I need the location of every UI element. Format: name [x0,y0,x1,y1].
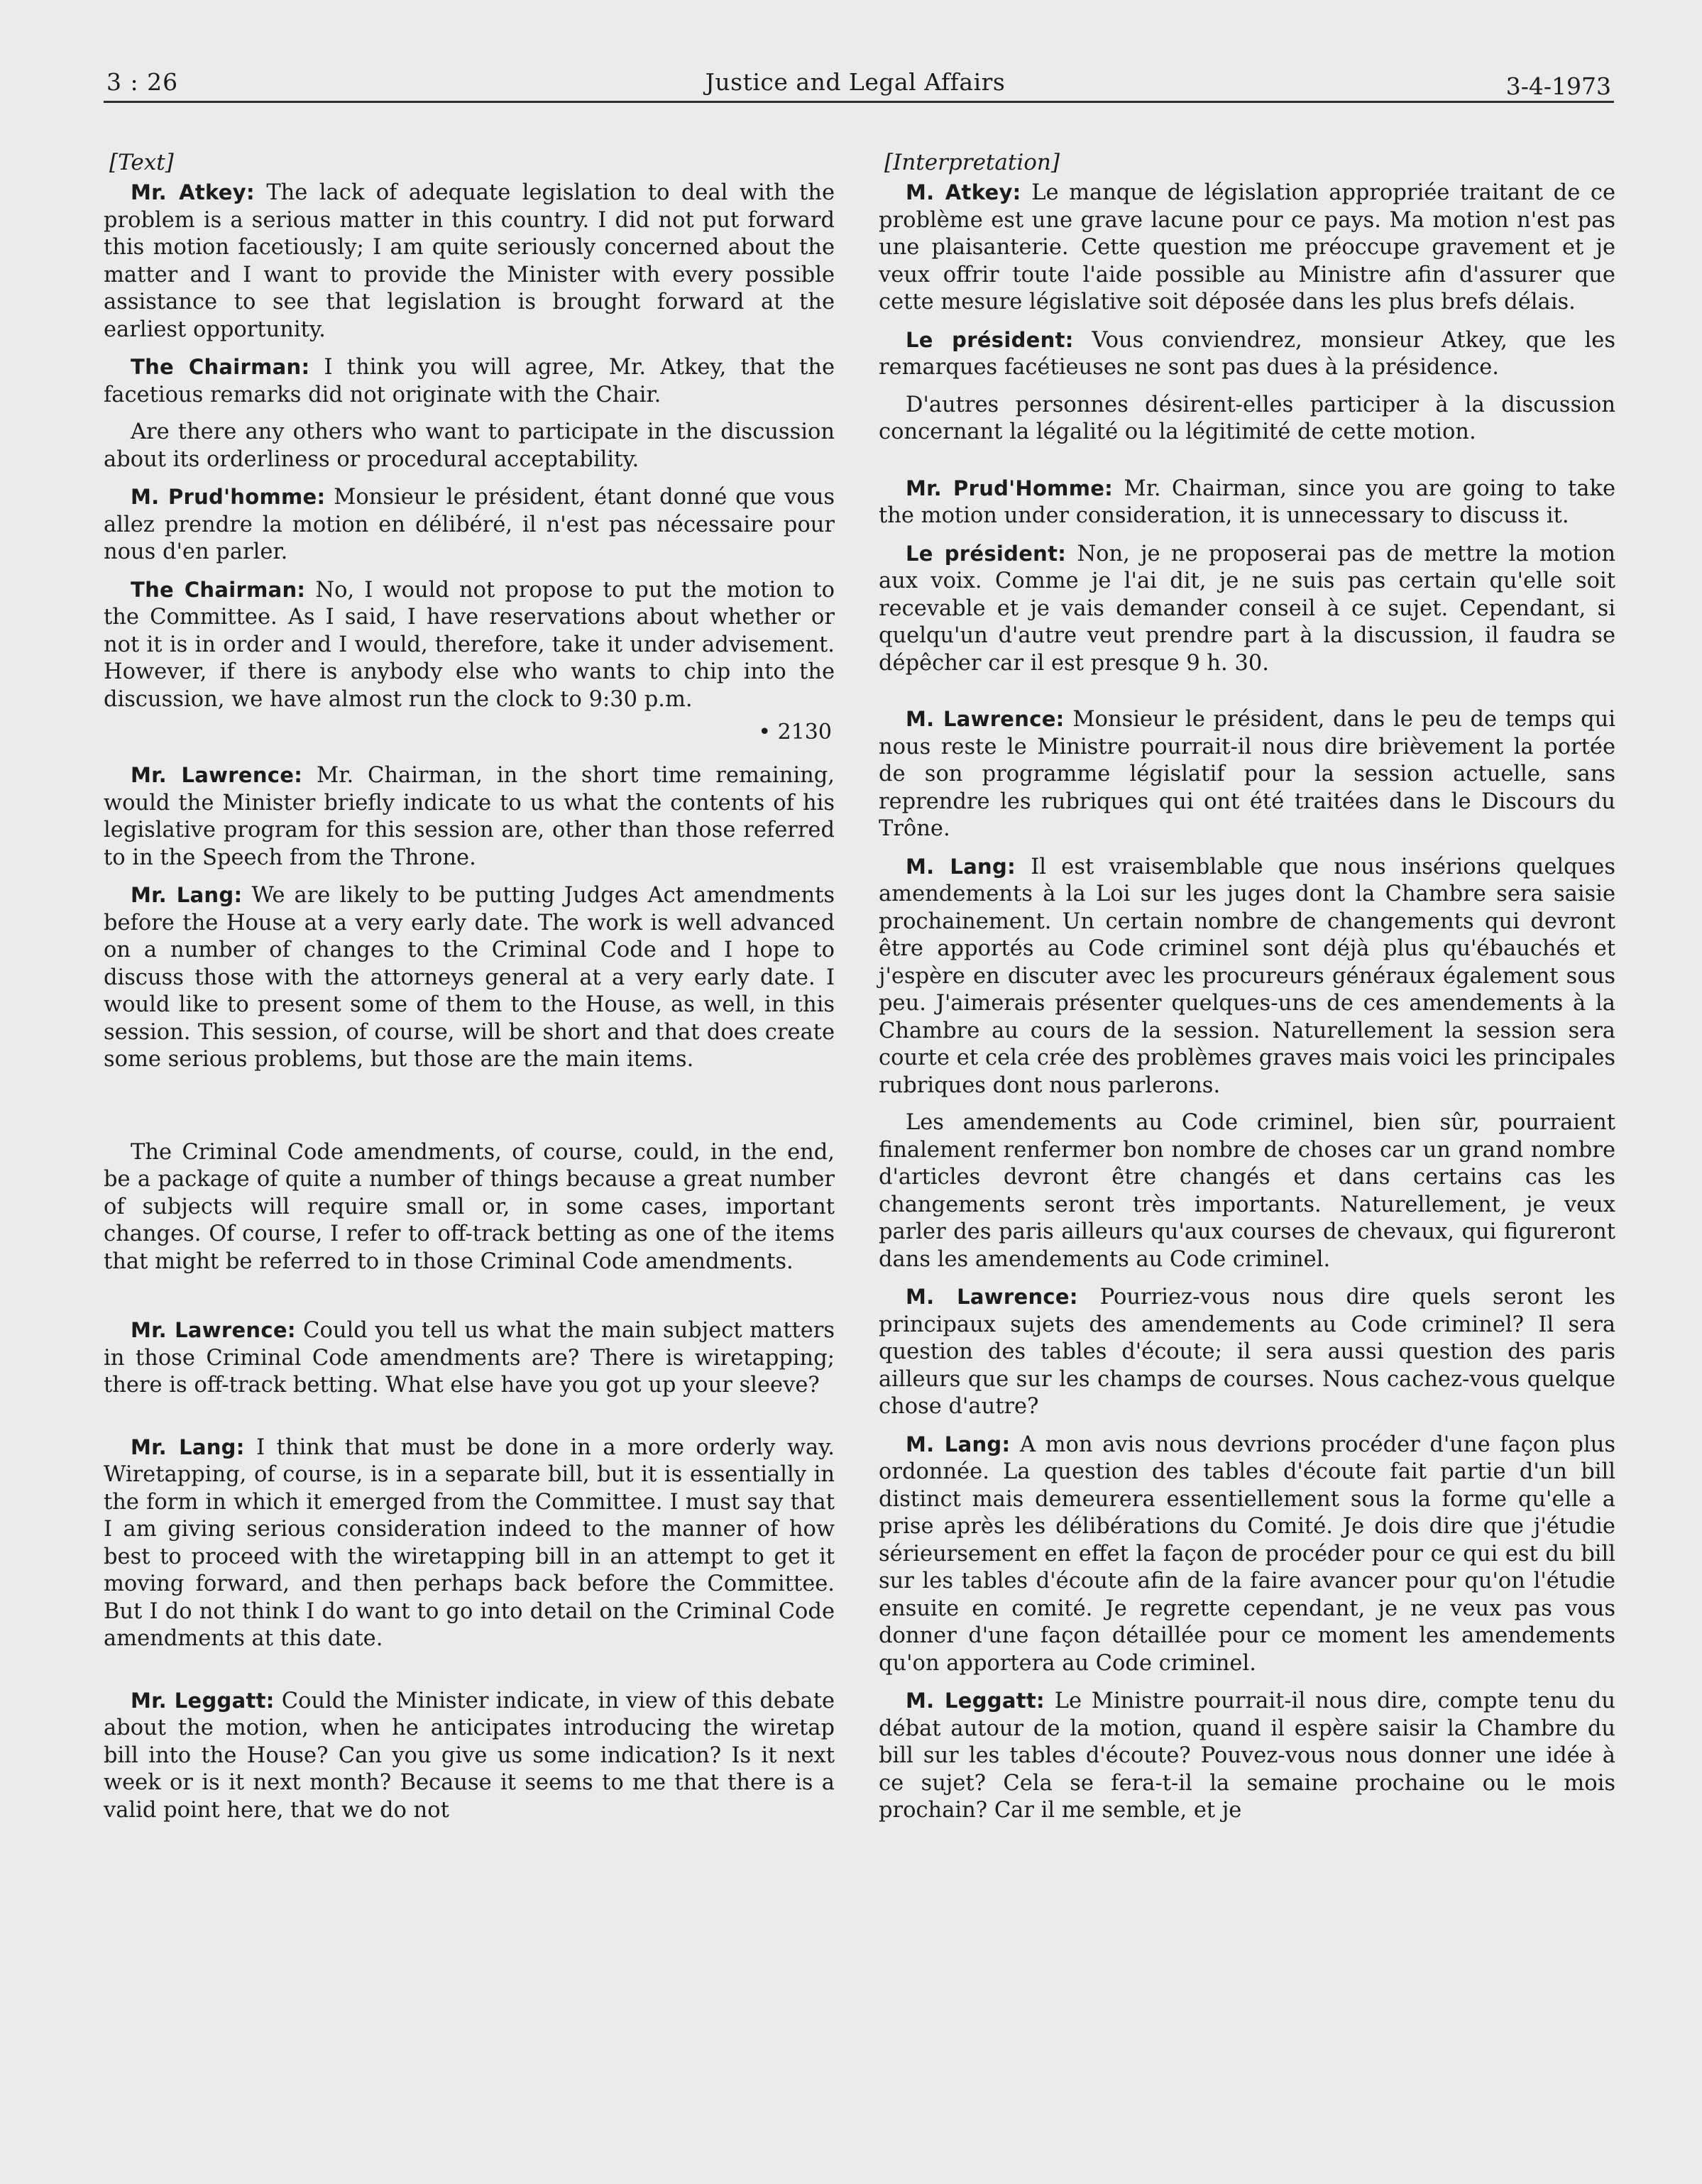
speaker-name: M. Prud'homme: [131,485,326,509]
speaker-name: M. Atkey: [906,180,1021,204]
speaker-name: Mr. Leggatt: [131,1688,275,1713]
left-para-7 [104,882,835,1074]
para-text: We are likely to be putting Judges Act amendments before the House at a very early date. The work is well advanced on a number of changes to the Criminal Code and I hope to discuss those with the attorneys general at a very early date. I would like to present some of them to the House, as well, in this session. This session, of course, will be short and that does create some serious problems, but those are the main items. [104,883,835,1072]
left-para-10 [104,1434,835,1653]
para-text: Les amendements au Code criminel, bien sûr, pourraient finalement renfermer bon nombre de choses car un grand nombre d'articles devront être changés et dans certains cas les changements seront très importants. Naturellement, je veux parler des paris ailleurs qu'aux courses de chevaux, qui figureront dans les amendements au Code criminel. [879,1110,1615,1272]
left-para-6 [104,762,835,872]
left-para-1 [104,179,835,344]
speaker-name: The Chairman: [131,355,310,379]
para-text: Pourriez-vous nous dire quels seront les principaux sujets des amendements au Code criminel? Il sera question des tables d'écoute; il sera aussi question des paris ailleurs que sur les champs de courses. Nous cachez-vous quelque chose d'autre? [879,1285,1616,1419]
left-para-8 [104,1139,835,1276]
para-text: Could you tell us what the main subject matters in those Criminal Code amendments are? There is wiretapping; there is off-track betting. What else have you got up your sleeve? [104,1318,835,1398]
page-date: 3-4-1973 [1505,72,1611,100]
speaker-name: M. Lang: [906,1432,1011,1456]
para-text: Are there any others who want to participate in the discussion about its orderliness or procedural acceptability. [104,419,835,472]
speaker-name: M. Lang: [906,854,1016,879]
speaker-name: Le président: [906,327,1074,352]
para-text: Monsieur le président, dans le peu de temps qui nous reste le Ministre pourrait-il nous dire brièvement la portée de son programme législatif pour la session actuelle, sans reprendre les rubriques qui ont été traitées dans le Discours du Trône. [879,707,1615,841]
speaker-name: Mr. Lang: [131,883,243,907]
right-para-7 [879,853,1615,1100]
speaker-name: Le président: [906,541,1067,566]
para-text: Mr. Chairman, in the short time remaining, would the Minister briefly indicate to us what the contents of his legislative program for this session are, other than those referred to in the Speech from the Throne. [104,763,835,870]
speaker-name: Mr. Atkey: [131,180,255,204]
left-para-9 [104,1317,835,1400]
right-para-6 [879,706,1615,843]
left-column-label: [Text] [109,150,174,175]
right-para-1 [879,179,1615,317]
para-text: A mon avis nous devrions procéder d'une façon plus ordonnée. La question des tables d'écoute fait partie d'un bill distinct mais demeurera essentiellement sous la forme qu'elle a prise après les délibérations du Comité. Je dois dire que j'étudie sérieursement en effet la façon de procéder pour ce qui est du bill sur les tables d'écoute afin de la faire avancer pour qu'on l'étudie ensuite en comité. Je regrette cependant, je ne veux pas vous donner d'une façon détaillée pour ce moment les amendements qu'on apportera au Code criminel. [879,1432,1616,1676]
para-text: Le manque de législation appropriée traitant de ce problème est une grave lacune pour ce pays. Ma motion n'est pas une plaisanterie. Cette question me préoccupe gravement et je veux offrir toute l'aide possible au Ministre afin d'assurer que cette mesure législative soit déposée dans les plus brefs délais. [879,180,1615,314]
right-para-4 [879,475,1615,530]
para-text: I think you will agree, Mr. Atkey, that the facetious remarks did not originate with the Chair. [104,355,835,407]
right-para-3 [879,392,1615,446]
right-para-9 [879,1283,1615,1421]
right-para-11 [879,1687,1615,1825]
para-text: The lack of adequate legislation to deal with the problem is a serious matter in this country. I did not put forward this motion facetiously; I am quite seriously concerned about the matter and I want to provide the Minister with every possible assistance to see that legislation is brought forward at the earliest opportunity. [104,180,835,342]
speaker-name: M. Lawrence: [906,707,1065,731]
left-para-4 [104,483,835,566]
para-text: D'autres personnes désirent-elles participer à la discussion concernant la légalité ou la légitimité de cette motion. [879,392,1615,444]
speaker-name: M. Leggatt: [906,1689,1045,1713]
right-para-2 [879,326,1615,382]
header-rule [104,101,1614,103]
right-para-10 [879,1431,1615,1678]
para-text: Non, je ne proposerai pas de mettre la motion aux voix. Comme je l'ai dit, je ne suis pas certain qu'elle soit recevable et je vais demander conseil à ce sujet. Cependant, si quelqu'un d'autre veut prendre part à la discussion, il faudra se dépêcher car il est presque 9 h. 30. [879,541,1615,676]
speaker-name: M. Lawrence: [906,1285,1078,1309]
speaker-name: The Chairman: [131,577,306,602]
right-para-5 [879,540,1615,678]
page-number: 3 : 26 [106,68,179,96]
para-text: Could the Minister indicate, in view of this debate about the motion, when he anticipates introducing the wiretap bill into the House? Can you give us some indication? Is it next week or is it next month? Because it seems to me that there is a valid point here, that we do not [104,1688,835,1823]
speaker-name: Mr. Lawrence: [131,763,303,787]
para-text: I think that must be done in a more orderly way. Wiretapping, of course, is in a separate bill, but it is essentially in the form in which it emerged from the Committee. I must say that I am giving serious consideration indeed to the manner of how best to proceed with the wiretapping bill in an attempt to get it moving forward, and then perhaps back before the Committee. But I do not think I do want to go into detail on the Criminal Code amendments at this date. [104,1434,835,1651]
time-marker: • 2130 [758,720,832,745]
para-text: Le Ministre pourrait-il nous dire, compte tenu du débat autour de la motion, quand il espère saisir la Chambre du bill sur les tables d'écoute? Pouvez-vous nous donner une idée à ce sujet? Cela se fera-t-il la semaine prochaine ou le mois prochain? Car il me semble, et je [879,1689,1615,1823]
page-title: Justice and Legal Affairs [705,68,1006,96]
para-text: The Criminal Code amendments, of course, could, in the end, be a package of quite a number of things because a great number of subjects will require small or, in some cases, important changes. Of course, I refer to off-track betting as one of the items that might be referred to in those Criminal Code amendments. [104,1139,835,1274]
speaker-name: Mr. Lawrence: [131,1318,296,1342]
left-para-2 [104,353,835,409]
page-header [99,64,1611,99]
para-text: No, I would not propose to put the motion to the Committee. As I said, I have reservations about whether or not it is in order and I would, therefore, take it under advisement. However, if there is anybody else who wants to chip into the discussion, we have almost run the clock to 9:30 p.m. [104,577,835,712]
right-column-label: [Interpretation] [884,150,1060,175]
left-para-3 [104,419,835,473]
right-column [879,149,1615,1825]
para-text: Vous conviendrez, monsieur Atkey, que les remarques facétieuses ne sont pas dues à la présidence. [879,327,1615,380]
left-para-11 [104,1687,835,1825]
para-text: Mr. Chairman, since you are going to take the motion under consideration, it is unnecessary to discuss it. [879,476,1615,528]
speaker-name: Mr. Prud'Homme: [906,476,1114,500]
para-text: Il est vraisemblable que nous insérions quelques amendements à la Loi sur les juges dont la Chambre sera saisie prochainement. Un certain nombre de changements qui devront être apportés au Code criminel sont déjà plus qu'ébauchés et j'espère en discuter avec les procureurs généraux également sous peu. J'aimerais présenter quelques-uns de ces amendements à la Chambre au cours de la session. Naturellement la session sera courte et cela crée des problèmes graves mais voici les principales rubriques dont nous parlerons. [879,854,1615,1098]
left-column [104,149,835,1824]
right-para-8 [879,1109,1615,1273]
speaker-name: Mr. Lang: [131,1434,245,1459]
para-text: Monsieur le président, étant donné que vous allez prendre la motion en délibéré, il n'est pas nécessaire pour nous d'en parler. [104,485,835,564]
left-para-5 [104,576,835,714]
